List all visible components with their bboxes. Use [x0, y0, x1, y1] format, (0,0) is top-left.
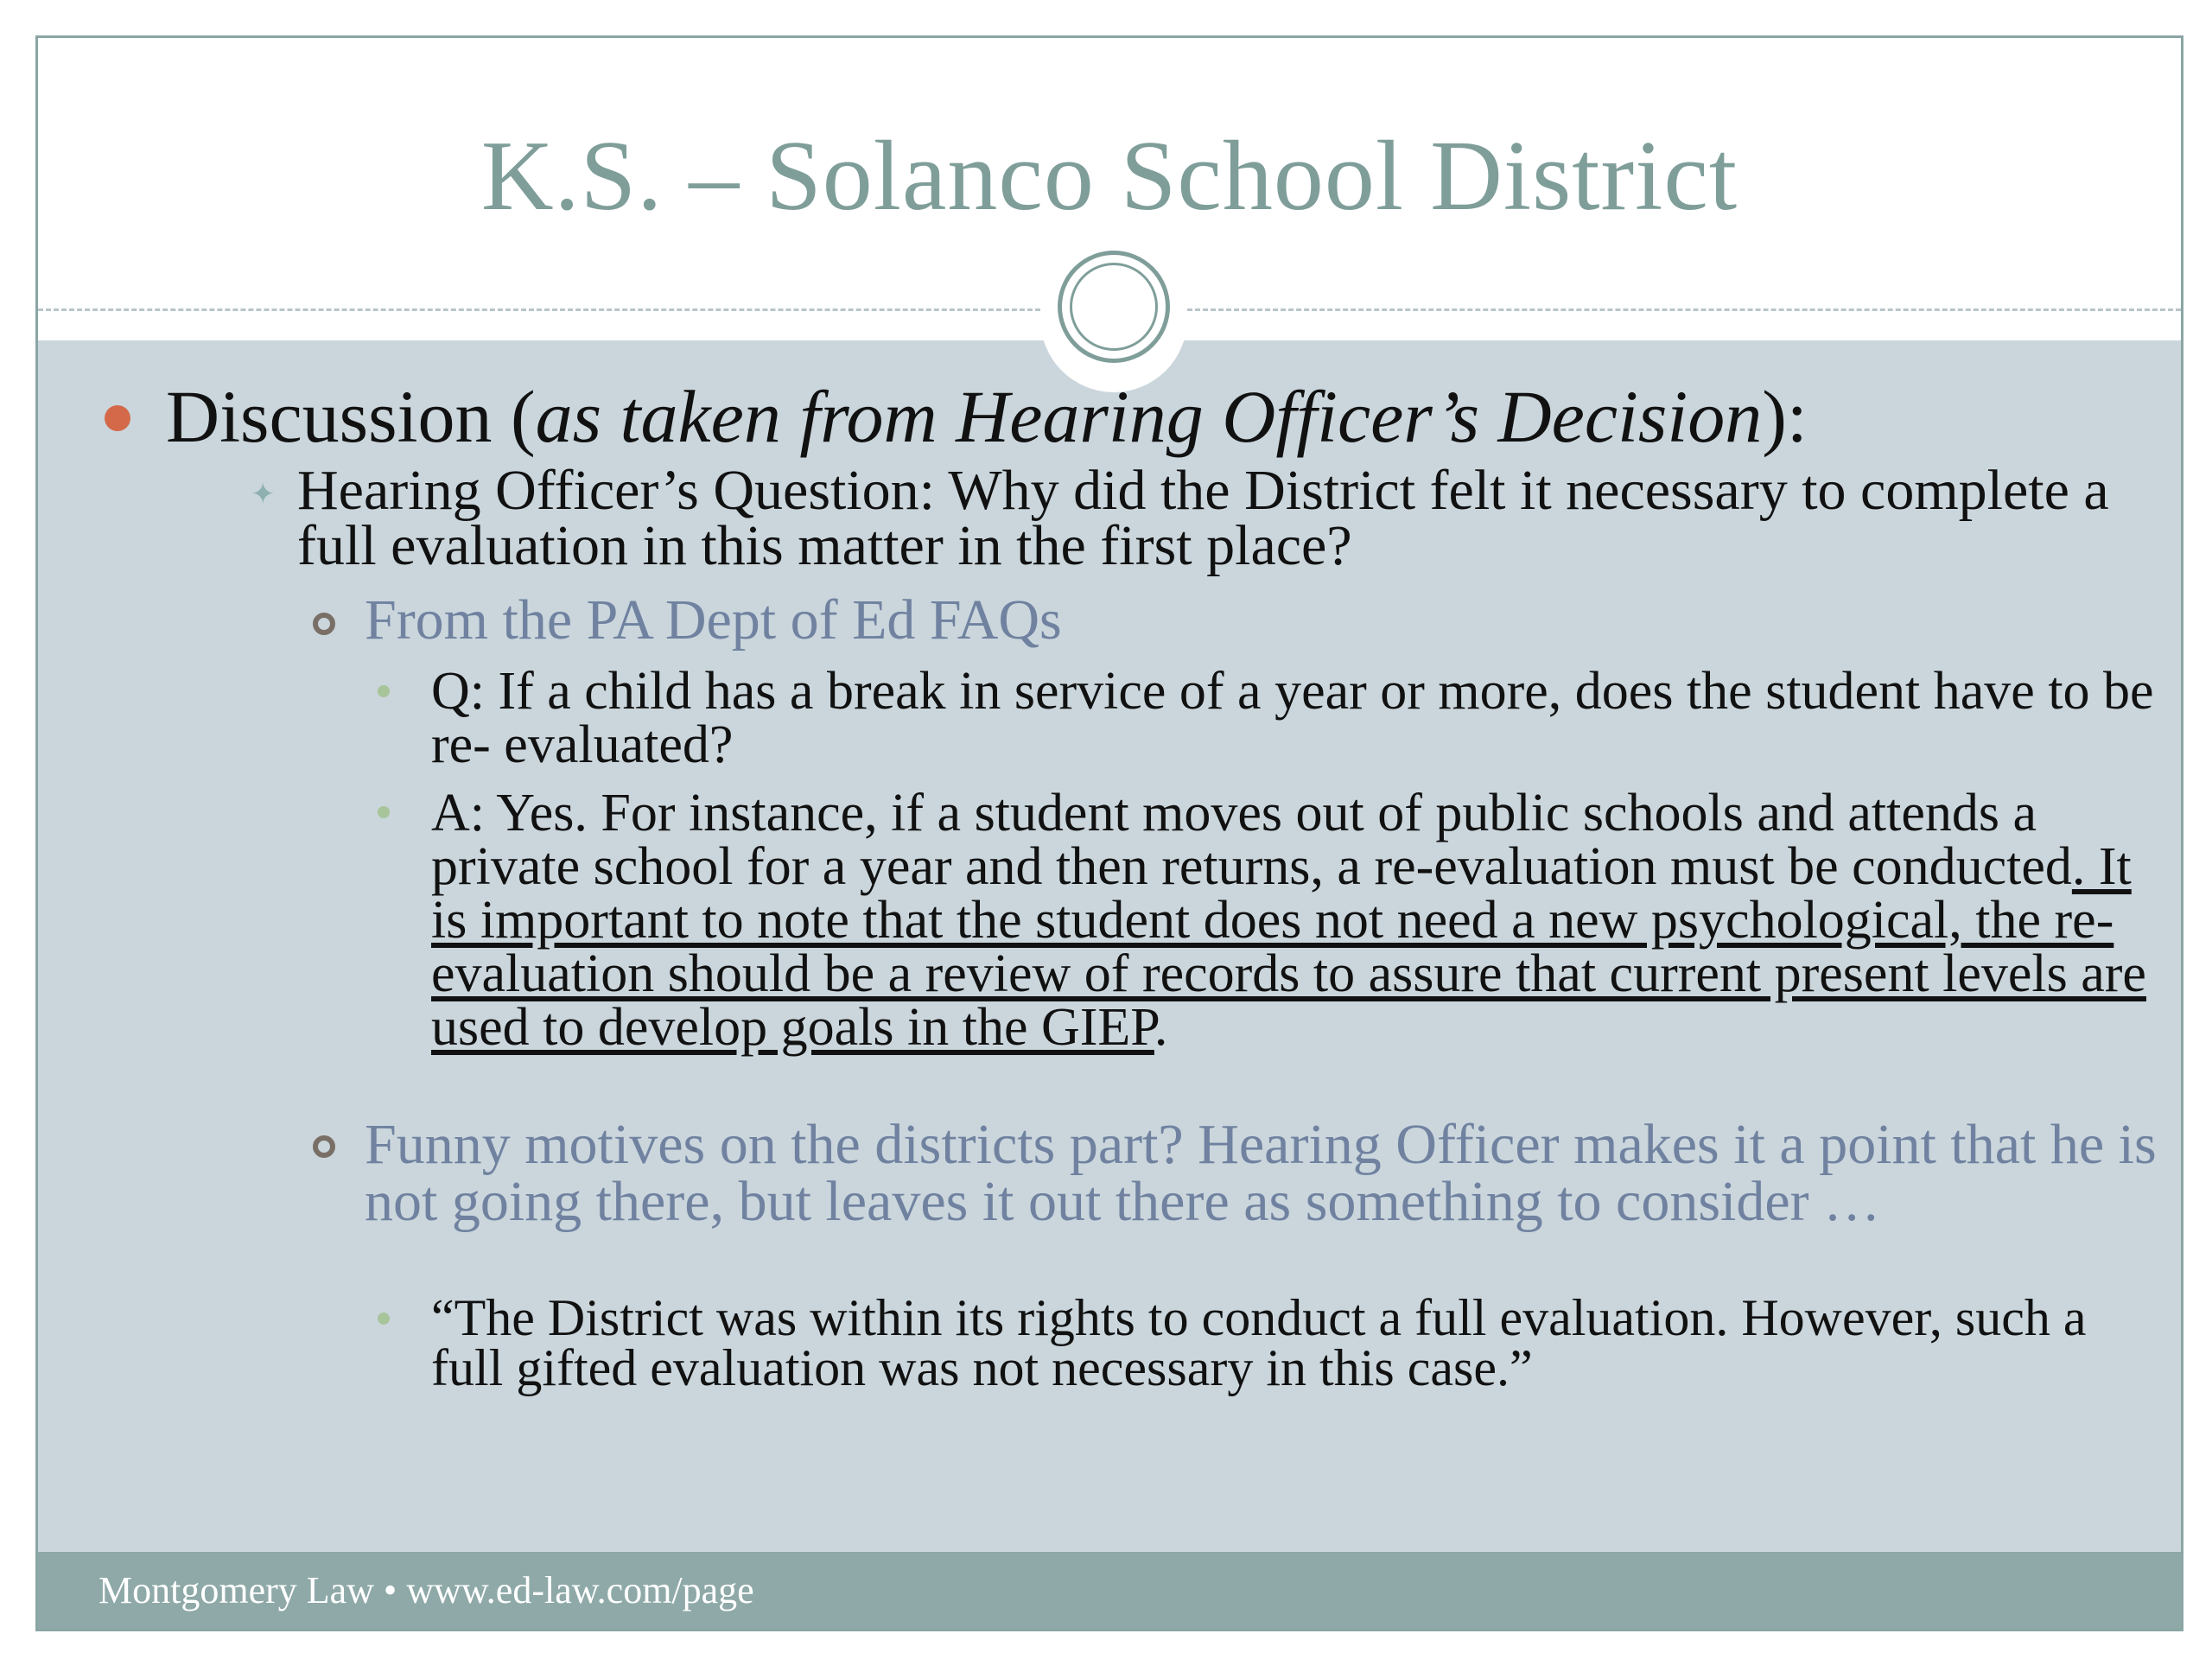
motives-text: Funny motives on the districts part? Hearing Officer makes it a point that he is not going there, but leaves it out there as something to consider …	[365, 1113, 2157, 1233]
header-divider-right	[1187, 308, 2181, 311]
footer-text: Montgomery Law • www.ed-law.com/page	[99, 1569, 754, 1611]
medallion-inner-ring-icon	[1070, 263, 1158, 351]
slide-title: K.S. – Solanco School District	[480, 121, 1738, 232]
faq-answer-end: .	[1154, 998, 1168, 1057]
slide-footer	[38, 1552, 2181, 1629]
ring-icon	[313, 613, 335, 635]
hearing-officer-question: Hearing Officer’s Question: Why did the District felt it necessary to complete a full evaluation in this matter in the first place?	[297, 459, 2109, 577]
discussion-tail: ):	[1762, 375, 1808, 458]
ring-icon	[313, 1135, 335, 1158]
faq-answer	[431, 784, 2168, 1057]
slide	[35, 35, 2183, 1631]
hearing-quote: “The District was within its rights to conduct a full evaluation. However, such a full gifted evaluation was not necessary in this case.”	[431, 1289, 2087, 1396]
level4-bullet-icon	[378, 685, 390, 697]
level1-bullet-icon	[105, 405, 130, 431]
faq-heading: From the PA Dept of Ed FAQs	[365, 588, 1062, 652]
level4-bullet-icon	[378, 806, 390, 818]
faq-answer-underlined: . It is important to note that the student does not need a new psychological, the re-evaluation should be a review of records to assure that current present levels are used to develop goals in the GIEP	[431, 837, 2146, 1057]
level4-bullet-icon	[378, 1313, 390, 1325]
faq-answer-plain: A: Yes. For instance, if a student moves out of public schools and attends a private school for a year and then returns, a re-evaluation must be conducted	[431, 784, 2072, 896]
sparkle-icon: ✦	[251, 477, 276, 512]
discussion-lead: Discussion (	[166, 375, 536, 458]
discussion-italic: as taken from Hearing Officer’s Decision	[535, 375, 1763, 458]
header-divider-left	[38, 308, 1040, 311]
faq-question: Q: If a child has a break in service of a year or more, does the student have to be re- evaluated?	[431, 662, 2154, 774]
discussion-heading	[166, 373, 2153, 460]
